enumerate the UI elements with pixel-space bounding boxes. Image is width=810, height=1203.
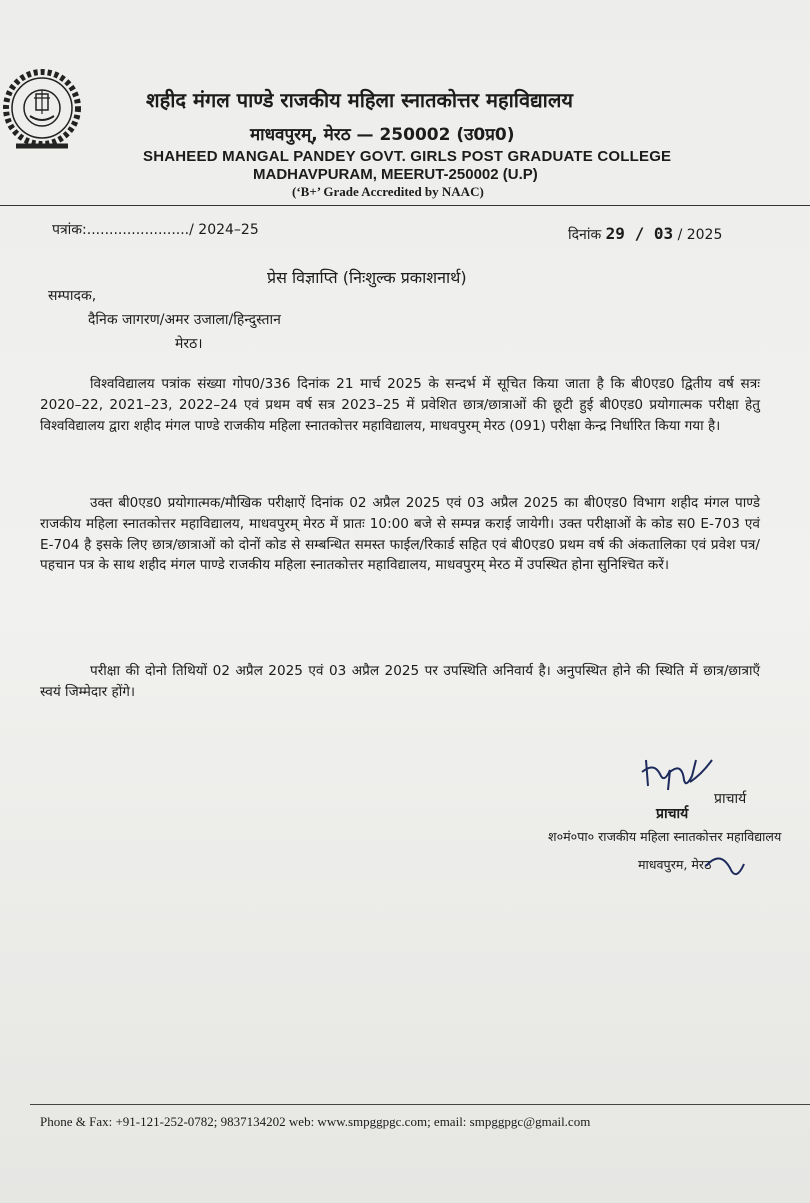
college-name-english: SHAHEED MANGAL PANDEY GOVT. GIRLS POST GRADUATE COLLEGE	[143, 148, 672, 165]
stamp-title: प्राचार्य	[656, 806, 689, 822]
addressee-line-2: दैनिक जागरण/अमर उजाला/हिन्दुस्तान	[88, 312, 281, 328]
reference-label: पत्रांक:	[52, 222, 87, 238]
addressee-block	[48, 284, 281, 356]
reference-year: / 2024–25	[189, 222, 259, 238]
body-paragraph-1: विश्वविद्यालय पत्रांक संख्या गोप0/336 दिनांक 21 मार्च 2025 के सन्दर्भ में सूचित किया जाता है कि बी0एड0 द्वितीय वर्ष सत्रः 2020–22, 2021–23, 2022–24 एवं प्रथम वर्ष सत्र 2023–25 में प्रवेशित छात्र/छात्राओं की छूटी हुई बी0एड0 प्रयोगात्मक परीक्षा हेतु विश्वविद्यालय द्वारा शहीद मंगल पाण्डे राजकीय महिला स्नातकोत्तर महाविद्यालय, माधवपुरम् मेरठ (091) परीक्षा केन्द्र निर्धारित किया गया है।	[40, 376, 760, 434]
footer-contact: Phone & Fax: +91-121-252-0782; 9837134202 web: www.smpggpgc.com; email: smpggpgc@gmail.com	[40, 1114, 591, 1129]
signature-designation: प्राचार्य	[714, 791, 747, 807]
addressee-line-1: सम्पादक,	[48, 288, 97, 304]
addressee-line-3: मेरठ।	[175, 336, 203, 352]
reference-number	[52, 220, 259, 239]
date-year: / 2025	[677, 227, 723, 243]
date-label: दिनांक	[568, 227, 602, 243]
naac-accreditation: (‘B+’ Grade Accredited by NAAC)	[292, 184, 484, 199]
letter-date: दिनांक 29 / 03 / 2025	[568, 224, 723, 243]
header-divider	[0, 205, 810, 206]
stamp-initial-icon	[700, 846, 750, 886]
college-emblem-icon	[2, 64, 82, 160]
date-month: 03	[653, 224, 674, 243]
body-paragraph-2: उक्त बी0एड0 प्रयोगात्मक/मौखिक परीक्षाऐं दिनांक 02 अप्रैल 2025 एवं 03 अप्रैल 2025 का बी0एड0 विभाग शहीद मंगल पाण्डे राजकीय महिला स्नातकोत्तर महाविद्यालय, माधवपुरम् मेरठ में प्रातः 10:00 बजे से सम्पन्न कराई जायेगी। उक्त परीक्षाओं के कोड स0 E-703 एवं E-704 है इसके लिए छात्र/छात्राओं को दोनों कोड से सम्बन्धित समस्त फाईल/रिकार्ड सहित एवं बी0एड0 प्रथम वर्ष की अंकतालिका एवं प्रवेश पत्र/पहचान पत्र के साथ शहीद मंगल पाण्डे राजकीय महिला स्नातकोत्तर महाविद्यालय, माधवपुरम् मेरठ में उपस्थित होना सुनिश्चित करें।	[40, 495, 760, 574]
stamp-college: श०मं०पा० राजकीय महिला स्नातकोत्तर महाविद्यालय	[548, 829, 782, 844]
body-paragraph-3: परीक्षा की दोनो तिथियों 02 अप्रैल 2025 एवं 03 अप्रैल 2025 पर उपस्थिति अनिवार्य है। अनुपस्थित होने की स्थिति में छात्र/छात्राएँ स्वयं जिम्मेदार होंगे।	[40, 663, 760, 700]
college-address-hindi: माधवपुरम्, मेरठ — 250002 (उ0प्र0)	[250, 125, 515, 145]
college-address-english: MADHAVPURAM, MEERUT-250002 (U.P)	[253, 166, 538, 183]
press-release-title: प्रेस विज्ञाप्ति (निःशुल्क प्रकाशनार्थ)	[267, 268, 467, 287]
stamp-place: माधवपुरम, मेरठ	[638, 857, 712, 872]
date-day: 29	[605, 224, 625, 243]
footer-divider	[30, 1104, 810, 1105]
principal-signature-icon	[640, 752, 716, 794]
college-name-hindi: शहीद मंगल पाण्डे राजकीय महिला स्नातकोत्तर महाविद्यालय	[146, 88, 574, 112]
reference-dots: .......................	[86, 222, 190, 238]
